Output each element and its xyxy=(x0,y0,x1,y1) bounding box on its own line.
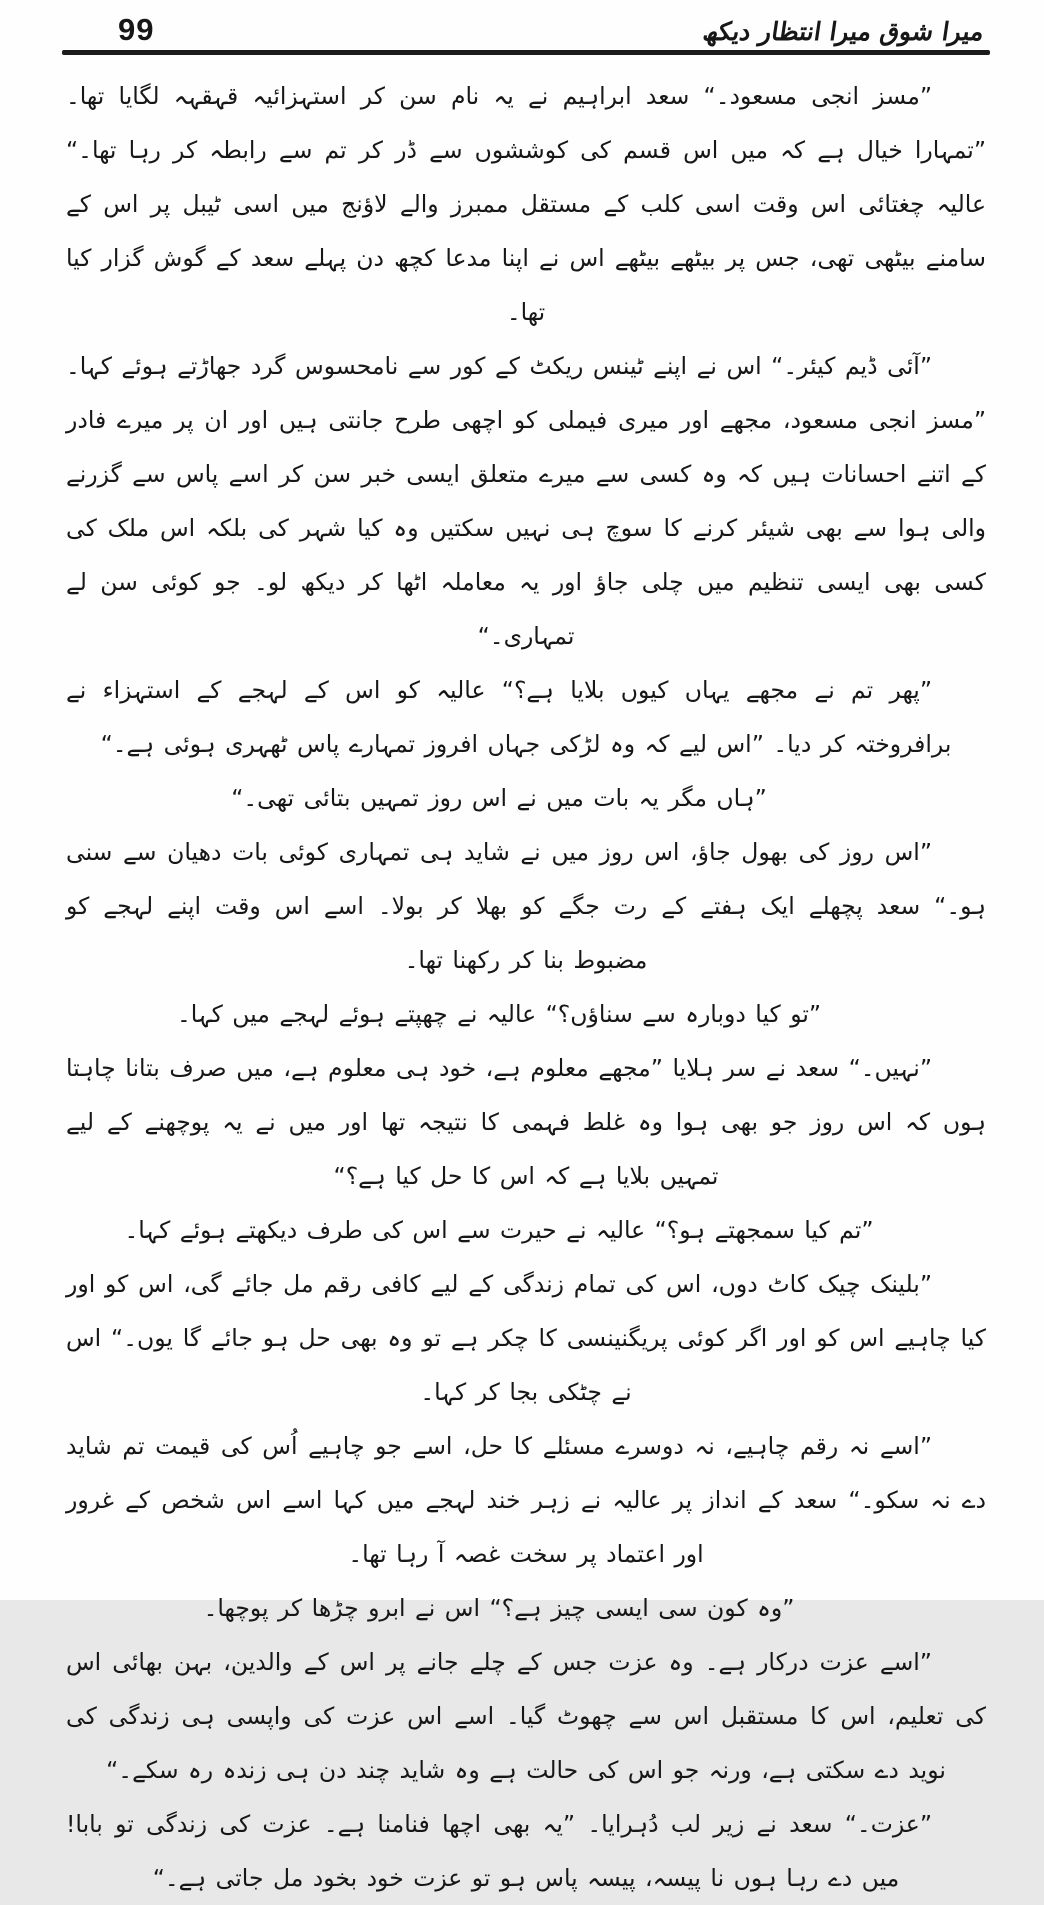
page-number: 99 xyxy=(118,12,155,47)
paragraph: ”اسے عزت درکار ہے۔ وہ عزت جس کے چلے جانے پر اس کے والدین، بہن بھائی اس کی تعلیم، اس کا مستقبل اس سے چھوٹ گیا۔ اسے اس عزت کی واپسی ہی زندگی کی نوید دے سکتی ہے، ورنہ جو اس کی حالت ہے وہ شاید چند دن ہی زندہ رہ سکے۔“ xyxy=(66,1648,986,1784)
paragraph: ”نہیں۔“ سعد نے سر ہلایا ”مجھے معلوم ہے، خود ہی معلوم ہے، میں صرف بتانا چاہتا ہوں کہ اس روز جو بھی ہوا وہ غلط فہمی کا نتیجہ تھا اور میں نے یہ پوچھنے کے لیے تمہیں بلایا ہے کہ اس کا حل کیا ہے؟“ xyxy=(66,1054,986,1190)
paragraph: ”تو کیا دوبارہ سے سناؤں؟“ عالیہ نے چھپتے ہوئے لہجے میں کہا۔ xyxy=(176,1000,822,1028)
paragraph: ”بلینک چیک کاٹ دوں، اس کی تمام زندگی کے لیے کافی رقم مل جائے گی، اس کو اور کیا چاہیے اس کو اور اگر کوئی پریگنینسی کا چکر ہے تو وہ بھی حل ہو جائے گا یوں۔“ اس نے چٹکی بجا کر کہا۔ xyxy=(66,1270,986,1406)
paragraph: ”تم کیا سمجھتے ہو؟“ عالیہ نے حیرت سے اس کی طرف دیکھتے ہوئے کہا۔ xyxy=(124,1216,874,1244)
paragraph: ”ہاں مگر یہ بات میں نے اس روز تمہیں بتائی تھی۔“ xyxy=(231,784,767,812)
book-title: میرا شوق میرا انتظار دیکھ xyxy=(699,16,984,46)
paragraph: ”اسے نہ رقم چاہیے، نہ دوسرے مسئلے کا حل، اسے جو چاہیے اُس کی قیمت تم شاید دے نہ سکو۔“ سعد کے انداز پر عالیہ نے زہر خند لہجے میں کہا اسے اس شخص کے غرور اور اعتماد پر سخت غصہ آ رہا تھا۔ xyxy=(66,1432,986,1568)
paragraph: ”مسز انجی مسعود۔“ سعد ابراہیم نے یہ نام سن کر استہزائیہ قہقہہ لگایا تھا۔ ”تمہارا خیال ہے کہ میں اس قسم کی کوششوں سے ڈر کر تم سے رابطہ کر رہا تھا۔“ عالیہ چغتائی اس وقت اسی کلب کے مستقل ممبرز والے لاؤنج میں اسی ٹیبل پر اس کے سامنے بیٹھی تھی، جس پر بیٹھے بیٹھے اس نے اپنا مدعا کچھ دن پہلے سعد کے گوش گزار کیا تھا۔ xyxy=(66,82,986,326)
page-header xyxy=(60,10,992,47)
paragraph: ”عزت۔“ سعد نے زیر لب دُہرایا۔ ”یہ بھی اچھا فنامنا ہے۔ عزت کی زندگی تو بابا! میں دے رہا ہوں نا پیسہ، پیسہ پاس ہو تو عزت خود بخود مل جاتی ہے۔“ xyxy=(66,1810,932,1892)
paragraph: ”اس روز کی بھول جاؤ، اس روز میں نے شاید ہی تمہاری کوئی بات دھیان سے سنی ہو۔“ سعد پچھلے ایک ہفتے کے رت جگے کو بھلا کر بولا۔ اسے اس وقت اپنے لہجے کو مضبوط بنا کر رکھنا تھا۔ xyxy=(66,838,986,974)
page-body xyxy=(60,69,992,1905)
paragraph: ”وہ کون سی ایسی چیز ہے؟“ اس نے ابرو چڑھا کر پوچھا۔ xyxy=(203,1594,795,1622)
paragraph: ”پھر تم نے مجھے یہاں کیوں بلایا ہے؟“ عالیہ کو اس کے لہجے کے استہزاء نے برافروختہ کر دیا۔ ”اس لیے کہ وہ لڑکی جہاں افروز تمہارے پاس ٹھہری ہوئی ہے۔“ xyxy=(66,676,952,758)
paragraph: ”آئی ڈیم کیئر۔“ اس نے اپنے ٹینس ریکٹ کے کور سے نامحسوس گرد جھاڑتے ہوئے کہا۔ ”مسز انجی مسعود، مجھے اور میری فیملی کو اچھی طرح جانتی ہیں اور ان پر میرے فادر کے اتنے احسانات ہیں کہ وہ کسی سے میرے متعلق ایسی خبر سن کر اسے پاس سے گزرنے والی ہوا سے بھی شیئر کرنے کا سوچ ہی نہیں سکتیں وہ کیا شہر کی بلکہ اس ملک کی کسی بھی ایسی تنظیم میں چلی جاؤ اور یہ معاملہ اٹھا کر دیکھ لو۔ جو کوئی سن لے تمہاری۔“ xyxy=(66,352,986,650)
header-rule xyxy=(62,50,990,55)
